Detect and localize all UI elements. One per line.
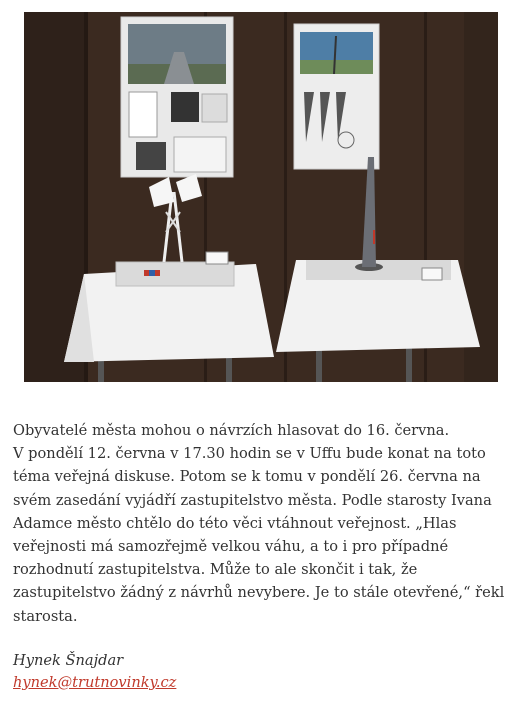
article-body <box>13 419 505 628</box>
article-line: svém zasedání vyjádří zastupitelstvo města. Podle starosty Ivana <box>13 491 492 509</box>
article-paragraph <box>13 419 505 628</box>
article-line: veřejnosti má samozřejmě velkou váhu, a to i pro případné <box>13 538 449 556</box>
article-line: starosta. <box>13 607 78 625</box>
article-line: Obyvatelé města mohou o návrzích hlasovat do 16. června. <box>13 422 450 439</box>
author-name: Hynek Šnajdar <box>13 652 124 669</box>
exhibition-photo-illustration <box>24 12 498 382</box>
article-line: rozhodnutí zastupitelstva. Může to ale skončit i tak, že <box>13 561 418 579</box>
article-line: téma veřejná diskuse. Potom se k tomu v pondělí 26. června na <box>13 468 481 486</box>
article-line: Adamce město chtělo do této věci vtáhnout veřejnost. „Hlas <box>13 514 457 532</box>
author-email-link[interactable]: hynek@trutnovinky.cz <box>13 674 177 691</box>
poster-left <box>121 17 233 177</box>
article-line: zastupitelstvo žádný z návrhů nevybere. Je to stále otevřené,“ řekl <box>13 584 505 602</box>
author-block <box>13 650 176 694</box>
poster-right <box>294 24 379 169</box>
exhibition-photo <box>24 12 498 382</box>
article-line: V pondělí 12. června v 17.30 hodin se v Uffu bude konat na toto <box>13 445 486 463</box>
